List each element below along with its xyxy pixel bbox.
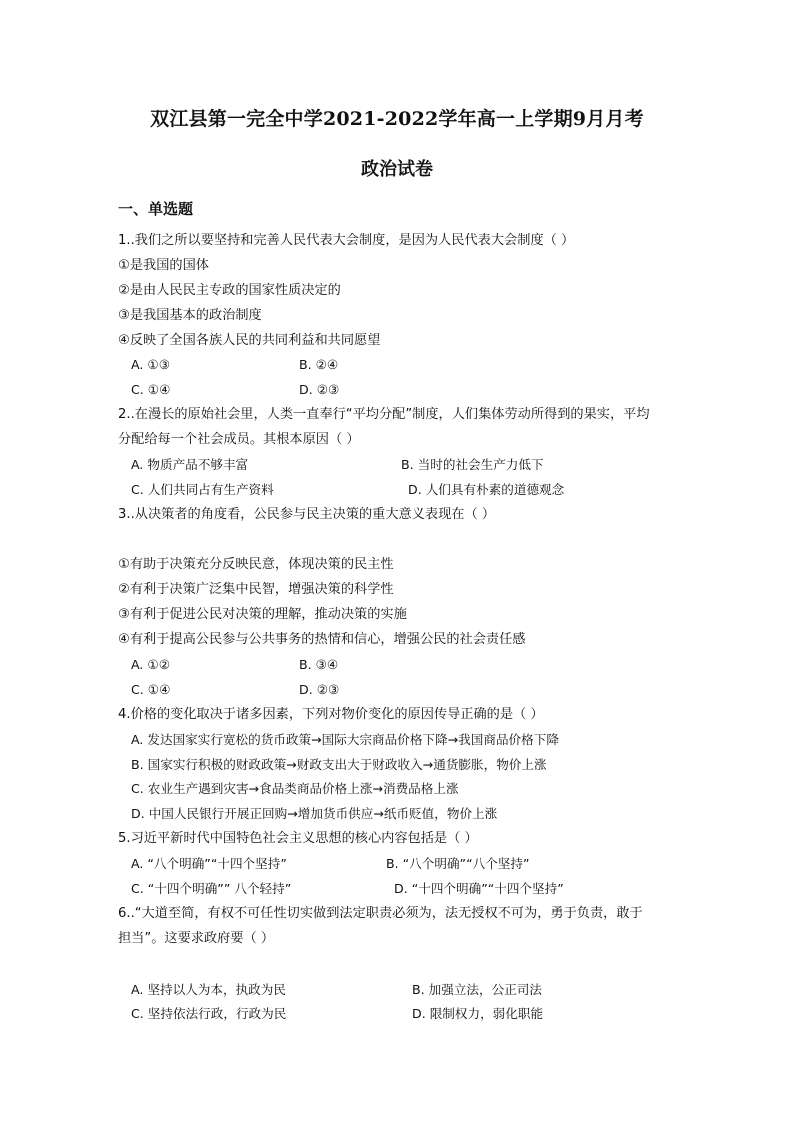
question-3-item: ②有利于决策广泛集中民智，增强决策的科学性 (118, 582, 394, 597)
question-1-option-b: B. ②④ (299, 357, 339, 372)
question-3-option-b: B. ③④ (299, 657, 339, 672)
question-5-option-c: C. “十四个明确”” 八个轻持” (131, 881, 292, 896)
question-2-option-a: A. 物质产品不够丰富 (131, 457, 249, 472)
question-1-option-d: D. ②③ (299, 382, 340, 397)
section-heading: 一、单选题 (118, 200, 194, 218)
exam-subtitle: 政治试卷 (361, 159, 433, 180)
question-2-stem-continued: 分配给每一个社会成员。其根本原因（ ） (118, 432, 360, 447)
question-1-item: ④反映了全国各族人民的共同利益和共同愿望 (118, 333, 381, 348)
question-6-option-d: D. 限制权力，弱化职能 (412, 1006, 544, 1021)
question-5-option-b: B. “八个明确”“八个坚持” (386, 856, 530, 871)
question-6-stem-continued: 担当”。这要求政府要（ ） (118, 931, 275, 946)
question-6-option-a: A. 坚持以人为本，执政为民 (131, 982, 286, 997)
question-5-stem: 5.习近平新时代中国特色社会主义思想的核心内容包括是（ ） (118, 831, 478, 846)
question-2-stem: 2..在漫长的原始社会里，人类一直奉行“平均分配”制度，人们集体劳动所得到的果实，平均 (118, 407, 650, 422)
question-4-option-d: D. 中国人民银行开展正回购→增加货币供应→纸币贬值，物价上涨 (131, 806, 498, 821)
question-1-stem: 1..我们之所以要坚持和完善人民代表大会制度，是因为人民代表大会制度（ ） (118, 233, 575, 248)
question-3-option-a: A. ①② (131, 657, 170, 672)
exam-title: 双江县第一完全中学2021-2022学年高一上学期9月月考 (150, 108, 644, 130)
question-4-option-a: A. 发达国家实行宽松的货币政策→国际大宗商品价格下降→我国商品价格下降 (131, 732, 559, 747)
question-2-option-d: D. 人们具有朴素的道德观念 (408, 482, 565, 497)
question-2-option-c: C. 人们共同占有生产资料 (131, 482, 274, 497)
question-6-stem: 6..“大道至简，有权不可任性切实做到法定职责必须为，法无授权不可为，勇于负责，敢于 (118, 906, 643, 921)
question-4-option-b: B. 国家实行积极的财政政策→财政支出大于财政收入→通货膨胀，物价上涨 (131, 757, 547, 772)
question-3-option-d: D. ②③ (299, 682, 340, 697)
question-4-stem: 4.价格的变化取决于诸多因素，下列对物价变化的原因传导正确的是（ ） (118, 707, 544, 722)
question-3-item: ①有助于决策充分反映民意，体现决策的民主性 (118, 557, 394, 572)
question-6-option-b: B. 加强立法，公正司法 (412, 982, 542, 997)
question-5-option-a: A. “八个明确”“十四个坚持” (131, 856, 287, 871)
question-3-item: ④有利于提高公民参与公共事务的热情和信心，增强公民的社会责任感 (118, 632, 526, 647)
question-6-option-c: C. 坚持依法行政，行政为民 (131, 1006, 287, 1021)
question-1-item: ①是我国的国体 (118, 258, 209, 273)
question-4-option-c: C. 农业生产遇到灾害→食品类商品价格上涨→消费品格上涨 (131, 781, 459, 796)
question-1-option-a: A. ①③ (131, 357, 170, 372)
question-3-option-c: C. ①④ (131, 682, 171, 697)
question-1-option-c: C. ①④ (131, 382, 171, 397)
question-3-item: ③有利于促进公民对决策的理解，推动决策的实施 (118, 607, 407, 622)
question-3-stem: 3..从决策者的角度看，公民参与民主决策的重大意义表现在（ ） (118, 507, 496, 522)
question-5-option-d: D. “十四个明确”“十四个坚持” (394, 881, 564, 896)
question-2-option-b: B. 当时的社会生产力低下 (401, 457, 544, 472)
question-1-item: ②是由人民民主专政的国家性质决定的 (118, 283, 341, 298)
question-1-item: ③是我国基本的政治制度 (118, 308, 262, 323)
